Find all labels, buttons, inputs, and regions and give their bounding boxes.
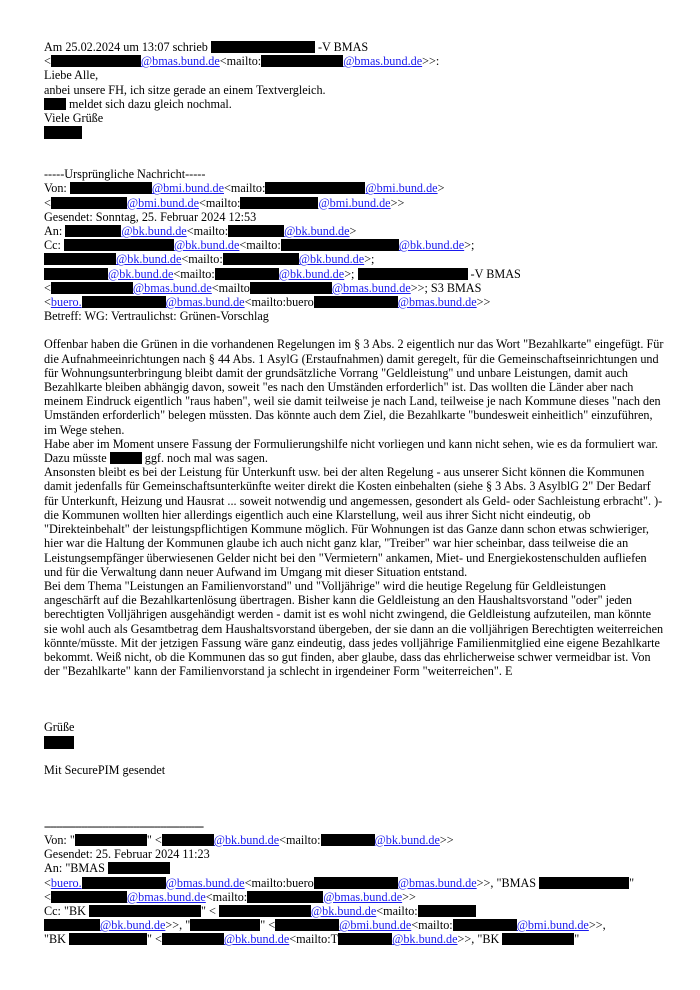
signature-redaction: [44, 736, 74, 749]
body-line: anbei unsere FH, ich sitze gerade an einem Textvergleich.: [44, 82, 326, 97]
redaction: [219, 905, 311, 917]
redaction: [44, 268, 108, 280]
original-message-title: -----Ursprüngliche Nachricht-----: [44, 167, 206, 182]
cc-line-2: Cc: "BK " < @bk.bund.de<mailto:: [44, 904, 664, 918]
redaction: [211, 41, 315, 53]
email-link[interactable]: @bmi.bund.de: [339, 918, 412, 933]
date-line: Am 25.02.2024 um 13:07 schrieb -V BMAS: [44, 40, 369, 54]
sender-address-line: < @bmas.bund.de<mailto: @bmas.bund.de>>:: [44, 54, 440, 69]
redaction: [223, 253, 299, 265]
email-link[interactable]: @bk.bund.de: [116, 252, 182, 267]
redaction: [250, 282, 332, 294]
email-link[interactable]: @bk.bund.de: [278, 266, 345, 281]
sent-line: Gesendet: Sonntag, 25. Februar 2024 12:53: [44, 209, 257, 224]
email-link[interactable]: @bmas.bund.de: [397, 295, 477, 310]
to-line: An: @bk.bund.de<mailto: @bk.bund.de>: [44, 224, 357, 239]
email-link[interactable]: @bmi.bund.de: [516, 918, 589, 933]
email-link[interactable]: @bmi.bund.de: [151, 181, 225, 196]
redaction: [453, 919, 517, 931]
body-paragraph: Bei dem Thema "Leistungen an Familienvorstand" und "Volljährige" wird die heutige Regelung für Geldleistungen angeschärft auf die Bezahlkartenlösung übertragen. Bisher kann die Geldleistung an den Haushaltsvorstand "oder" jeden berechtigten Volljährigen ausgehändigt werden - damit ist es wohl nicht zwingend, die Geldleistung aufzuteilen, man könnte sie wohl auch als Gesamtbetrag dem Haushaltsvorstand übergeben, der sie dann an die volljährigen Berechtigten weiterreichen könnte/müsste. Mit der jetzigen Fassung wäre ganz eindeutig, dass jedes volljährige Familienmitglied eine eigene Bezahlkarte bekommt. Weiß nicht, ob die Kommunen das so gut finden, aber glaube, dass das ehrlicherweise schwer vermeidbar ist. Von der "Bezahlkarte" kann der Familienvorstand ja schlecht in irgendeiner Form "weiterreichen". E: [44, 578, 664, 679]
email-link[interactable]: @bk.bund.de: [298, 252, 365, 267]
page-number: 4: [346, 936, 354, 947]
redaction: [321, 834, 375, 846]
sent-with-securepim: Mit SecurePIM gesendet: [44, 762, 166, 777]
redaction: [70, 182, 152, 194]
redaction: [228, 225, 284, 237]
cc-line-cont: < @bmas.bund.de<mailto @bmas.bund.de>>; S3 BMAS: [44, 280, 482, 295]
signature-redaction: [44, 126, 82, 139]
redaction: [275, 919, 339, 931]
redaction: [51, 891, 127, 903]
cc-line-cont: @bk.bund.de<mailto: @bk.bund.de>; -V BMAS: [44, 267, 664, 281]
redaction: [247, 891, 323, 903]
redaction: [110, 452, 142, 464]
email-link[interactable]: @bmas.bund.de: [165, 295, 245, 310]
email-link[interactable]: @bk.bund.de: [121, 224, 187, 239]
redaction: [82, 296, 166, 308]
redaction: [240, 197, 318, 209]
redaction: [51, 55, 141, 67]
redaction: [51, 282, 133, 294]
from-line-2: Von: " " < @bk.bund.de<mailto: @bk.bund.de>>: [44, 832, 454, 847]
separator: ----------------------------------------------------: [44, 818, 204, 833]
redaction: [281, 239, 399, 251]
email-link[interactable]: buero.: [50, 295, 82, 310]
redaction: [418, 905, 476, 917]
body-line: meldet sich dazu gleich nochmal.: [44, 97, 664, 111]
redaction: [82, 877, 166, 889]
email-link[interactable]: @bmas.bund.de: [165, 875, 245, 890]
signoff: Viele Grüße: [44, 111, 104, 126]
email-link[interactable]: @bk.bund.de: [284, 224, 350, 239]
from-line-cont: < @bmi.bund.de<mailto: @bmi.bund.de>>: [44, 195, 405, 210]
body-paragraph: Offenbar haben die Grünen in die vorhandenen Regelungen im § 3 Abs. 2 eigentlich nur das Wort "Bezahlkarte" eingefügt. Für die Aufnahmeeinrichtungen nach § 44 Abs. 1 AsylG (Erstaufnahmen) damit geregelt, für die Gemeinschaftseinrichtungen und für Wohnungsunterbringung bleibt damit der grundsätzliche Vorrang "Geldleistung" und unbare Leistungen, damit auch Bezahlkarte bleiben abhängig davon, soweit "es nach den Umständen erforderlich" ist. Das wollten die Länder aber nach meinem Eindruck eigentlich "raus haben", weil sie damit teilweise je nach Land, teilweise je nach Kommune dieses "nach den Umständen erforderlich" belegen müssten. Das könnte auch dem Ziel, die Bezahlkarte "bundesweit einheitlich" einzuführen, im Wege stehen.: [44, 337, 664, 437]
redaction: [51, 197, 127, 209]
email-link[interactable]: @bmi.bund.de: [126, 195, 200, 210]
redaction: [44, 98, 66, 110]
gruesse: Grüße: [44, 720, 75, 735]
redaction: [314, 296, 398, 308]
redaction: [215, 268, 279, 280]
to-line-2-cont: < @bmas.bund.de<mailto: @bmas.bund.de>>: [44, 889, 416, 904]
email-link[interactable]: @bmi.bund.de: [318, 195, 391, 210]
cc-line-cont: @bk.bund.de<mailto: @bk.bund.de>;: [44, 252, 664, 266]
email-link[interactable]: @bmas.bund.de: [140, 54, 220, 69]
cc-line-cont: <buero. @bmas.bund.de<mailto:buero @bmas.bund.de>>: [44, 295, 491, 310]
email-link[interactable]: @bmas.bund.de: [343, 54, 423, 69]
email-link[interactable]: @bk.bund.de: [374, 832, 440, 847]
email-link[interactable]: @bmas.bund.de: [397, 875, 477, 890]
redaction: [261, 55, 343, 67]
redaction: [190, 919, 260, 931]
email-link[interactable]: @bmas.bund.de: [331, 280, 411, 295]
cc-line-2-cont: @bk.bund.de>>, " " < @bmi.bund.de<mailto: @bmi.bund.de>>,: [44, 918, 664, 932]
cc-line-2-cont: "BK " < @bk.bund.de<mailto:T @bk.bund.de>>, "BK ": [44, 932, 580, 947]
email-link[interactable]: buero.: [50, 875, 82, 890]
email-link[interactable]: @bmas.bund.de: [126, 889, 206, 904]
redaction: [44, 919, 100, 931]
redaction: [265, 182, 365, 194]
email-link[interactable]: @bmas.bund.de: [132, 280, 212, 295]
redaction: [314, 877, 398, 889]
email-link[interactable]: @bk.bund.de: [392, 932, 458, 947]
from-line: Von: @bmi.bund.de<mailto: @bmi.bund.de>: [44, 181, 445, 196]
redaction: [44, 253, 116, 265]
redaction: [162, 834, 214, 846]
to-line-2: An: "BMAS: [44, 861, 664, 875]
redaction: [64, 239, 174, 251]
redaction: [539, 877, 629, 889]
redaction: [75, 834, 147, 846]
email-link[interactable]: @bk.bund.de: [108, 266, 174, 281]
redaction: [108, 862, 170, 874]
email-link[interactable]: @bmi.bund.de: [365, 181, 438, 196]
redaction: [89, 905, 201, 917]
to-line-2-cont: <buero. @bmas.bund.de<mailto:buero @bmas.bund.de>>, "BMAS ": [44, 875, 635, 890]
sent-line-2: Gesendet: 25. Februar 2024 11:23: [44, 847, 210, 862]
email-link[interactable]: @bk.bund.de: [398, 238, 465, 253]
email-document: [44, 40, 664, 947]
subject-line: Betreff: WG: Vertraulichst: Grünen-Vorschlag: [44, 309, 269, 324]
cc-line: Cc: @bk.bund.de<mailto: @bk.bund.de>;: [44, 238, 475, 253]
email-link[interactable]: @bk.bund.de: [173, 238, 240, 253]
email-link[interactable]: @bk.bund.de: [310, 903, 377, 918]
email-link[interactable]: @bk.bund.de: [223, 932, 290, 947]
redaction: [358, 268, 468, 280]
redaction: [65, 225, 121, 237]
body-paragraph: Ansonsten bleibt es bei der Leistung für Unterkunft usw. bei der alten Regelung - aus unserer Sicht können die Kommunen damit jedenfalls für Gemeinschaftsunterkünfte weiter direkt die Kosten einbehalten (siehe § 3 Abs. 3 AsylblG 2" Der Bedarf für Unterkunft, Heizung und Hausrat ... soweit notwendig und angemessen, gesondert als Geld- oder Sachleistung erbracht". )- die Kommunen wollten hier allerdings eigentlich auch eine Klarstellung, weil aus ihrer Sicht nicht eindeutig, ob "Direkteinbehalt" der leistungspflichtigen Kommune möglich. Für Wohnungen ist das Ganze dann schon etwas schwieriger, hier war die Haltung der Kommunen glaube ich auch nicht ganz klar, "Treiber" war hier scheinbar, dass teilweise die an Leistungsempfänger überwiesenen Gelder nicht bei den "Vermietern" ankamen, Miet- und Energiekostenschulden aufliefen und für die Verwaltung dann neuer Aufwand im Umgang mit dieser Situation entstand.: [44, 465, 663, 579]
email-link[interactable]: @bk.bund.de: [213, 832, 280, 847]
body-paragraph: Habe aber im Moment unsere Fassung der Formulierungshilfe nicht vorliegen und kann nicht sehen, wie es da formuliert war. Dazu müsste ggf. noch mal was sagen.: [44, 436, 658, 466]
email-link[interactable]: @bmas.bund.de: [323, 889, 403, 904]
greeting: Liebe Alle,: [44, 68, 99, 83]
email-link[interactable]: @bk.bund.de: [100, 918, 166, 933]
